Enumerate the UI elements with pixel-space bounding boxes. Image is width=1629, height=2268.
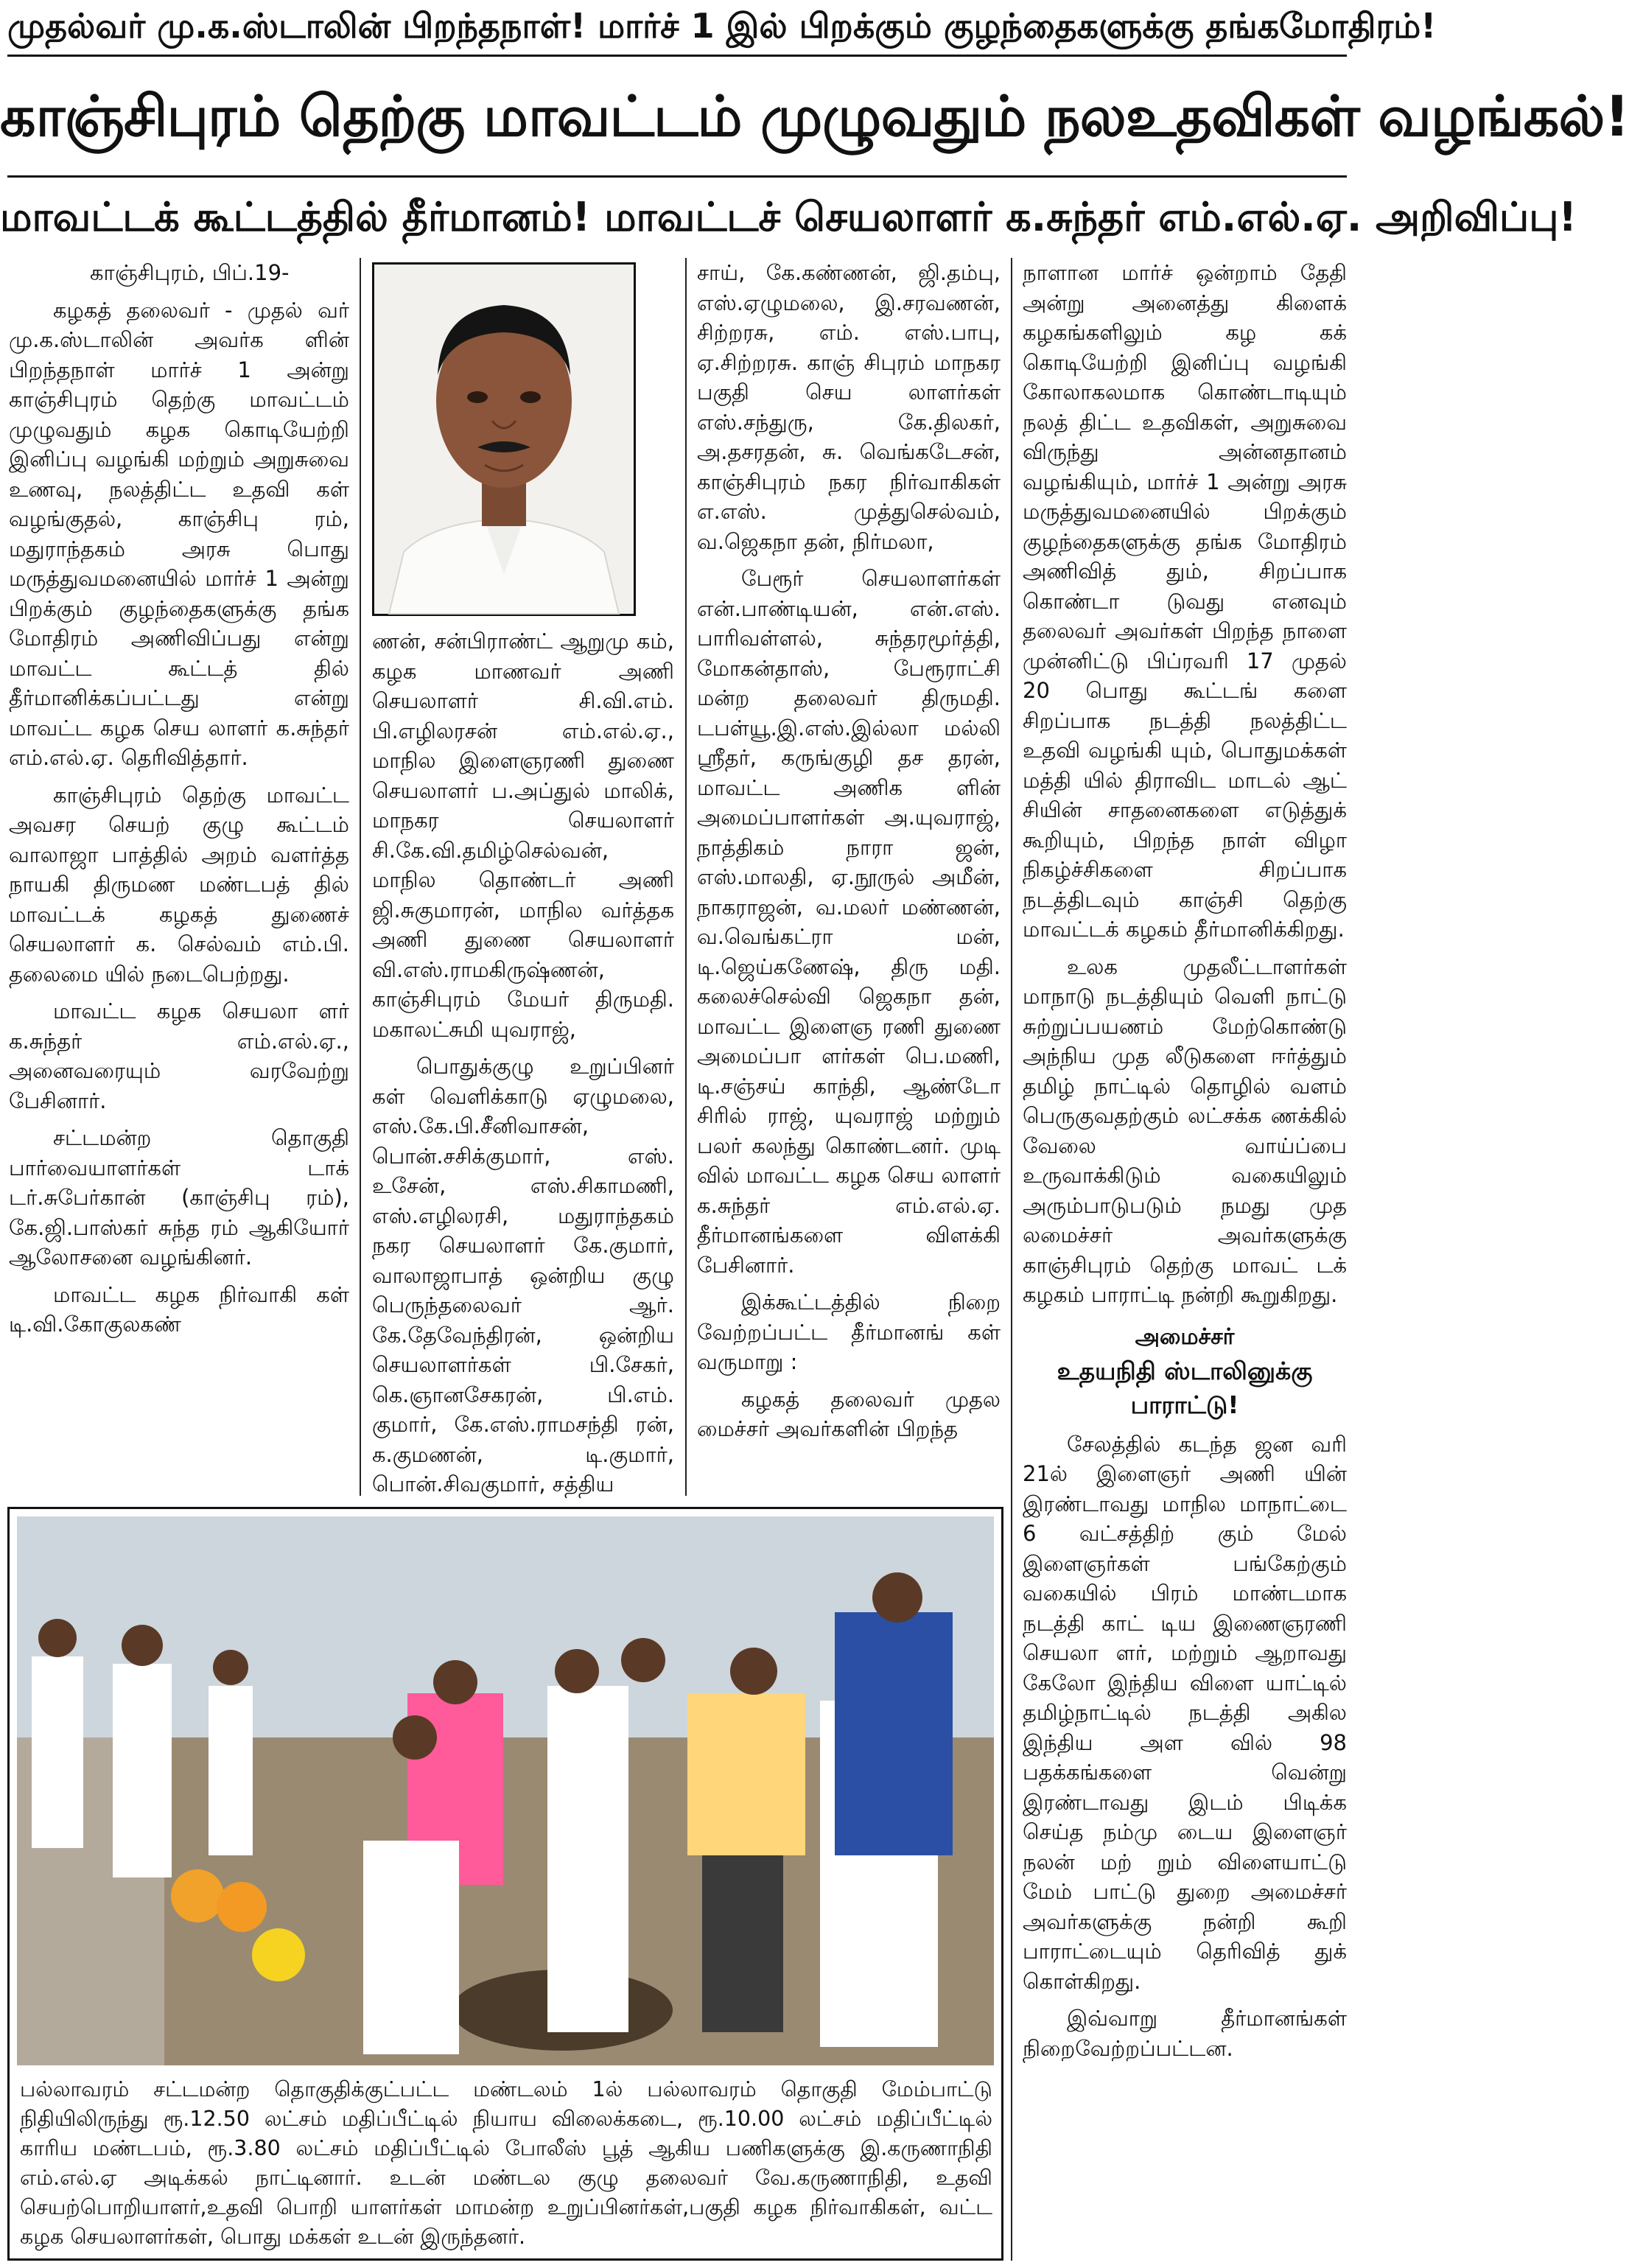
portrait-photo	[372, 262, 636, 616]
article-column-2	[372, 626, 674, 1496]
paragraph: மாவட்ட கழக செயலா ளர் க.சுந்தர் எம்.எல்.ஏ., அனைவரையும் வரவேற்று பேசினார்.	[9, 998, 349, 1113]
paragraph: சட்டமன்ற தொகுதி பார்வையாளர்கள் டாக் டர்.சுபேர்கான் (காஞ்சிபு ரம்), கே.ஜி.பாஸ்கர் சுந்த ரம் ஆகியோர் ஆலோசனை வழங்கினர்.	[9, 1125, 349, 1270]
sub-heading-udhayanidhi: உதயநிதி ஸ்டாலினுக்கு	[1057, 1356, 1313, 1385]
paragraph: காஞ்சிபுரம் தெற்கு மாவட்ட அவசர செயற் குழு கூட்டம் வாலாஜா பாத்தில் அறம் வளர்த்த நாயகி திருமண மண்டபத் தில் மாவட்டக் கழகத் துணைச் செயலாளர் க. செல்வம் எம்.பி. தலைமை யில் நடைபெற்றது.	[9, 782, 349, 987]
top-banner-rule	[7, 55, 1347, 57]
photo-caption: பல்லாவரம் சட்டமன்ற தொகுதிக்குட்பட்ட மண்டலம் 1ல் பல்லாவரம் தொகுதி மேம்பாட்டு நிதியிலிருந்து ரூ.12.50 லட்சம் மதிப்பீட்டில் நியாய விலைக்கடை, ரூ.10.00 லட்சம் மதிப்பீட்டில் காரிய மண்டபம், ரூ.3.80 லட்சம் மதிப்பீட்டில் போலீஸ் பூத் ஆகிய பணிகளுக்கு இ.கருணாநிதி எம்.எல்.ஏ அடிக்கல் நாட்டினார். உடன் மண்டல குழு தலைவர் வே.கருணாநிதி, உதவி செயற்பொறியாளர்,உதவி பொறி யாளர்கள் மாமன்ற உறுப்பினர்கள்,பகுதி கழக நிர்வாகிகள், வட்ட கழக செயலாளர்கள், பொது மக்கள் உடன் இருந்தனர்.	[20, 2077, 992, 2249]
column-rule-3	[1011, 258, 1012, 2261]
headline-rule	[7, 175, 1347, 178]
headline: காஞ்சிபுரம் தெற்கு மாவட்டம் முழுவதும் நலஉதவிகள் வழங்கல்!	[0, 83, 1629, 149]
paragraph: பொதுக்குழு உறுப்பினர் கள் வெளிக்காடு ஏழுமலை, எஸ்.கே.பி.சீனிவாசன், பொன்.சசிக்குமார், எஸ். உசேன், எஸ்.சிகாமணி, எஸ்.எழிலரசி, மதுராந்தகம் நகர செயலாளர் கே.குமார், வாலாஜாபாத் ஒன்றிய குழு பெருந்தலைவர் ஆர். கே.தேவேந்திரன், ஒன்றிய செயலாளர்கள் பி.சேகர், கெ.ஞானசேகரன், பி.எம். குமார், கே.எஸ்.ராமசந்தி ரன், க.குமணன், டி.குமார், பொன்.சிவகுமார், சத்திய	[372, 1054, 674, 1497]
top-banner: முதல்வர் மு.க.ஸ்டாலின் பிறந்தநாள்! மார்ச் 1 இல் பிறக்கும் குழந்தைகளுக்கு தங்கமோதிரம்!	[7, 6, 1437, 46]
paragraph: நாளான மார்ச் ஒன்றாம் தேதி அன்று அனைத்து கிளைக் கழகங்களிலும் கழ கக் கொடியேற்றி இனிப்பு வழங்கி கோலாகலமாக கொண்டாடியும் நலத் திட்ட உதவிகள், அறுசுவை விருந்து அன்னதானம் வழங்கியும், மார்ச் 1 அன்று அரசு மருத்துவமனையில் பிறக்கும் குழந்தைகளுக்கு தங்க மோதிரம் அணிவித் தும், சிறப்பாக கொண்டா டுவது எனவும் தலைவர் அவர்கள் பிறந்த நாளை முன்னிட்டு பிப்ரவரி 17 முதல் 20 பொது கூட்டங் களை சிறப்பாக நடத்தி நலத்திட்ட உதவி வழங்கி யும், பொதுமக்கள் மத்தி யில் திராவிட மாடல் ஆட் சியின் சாதனைகளை எடுத்துக் கூறியும், பிறந்த நாள் விழா நிகழ்ச்சிகளை சிறப்பாக நடத்திடவும் காஞ்சி தெற்கு மாவட்டக் கழகம் தீர்மானிக்கிறது.	[1023, 260, 1347, 942]
paragraph: பேரூர் செயலாளர்கள் என்.பாண்டியன், என்.எஸ். பாரிவள்ளல், சுந்தரமூர்த்தி, மோகன்தாஸ், பேரூராட்சி மன்ற தலைவர் திருமதி. டபள்யூ.இ.எஸ்.இல்லா மல்லி ஸ்ரீதர், கருங்குழி தச தரன், மாவட்ட அணிக ளின் அமைப்பாளர்கள் அ.யுவராஜ், நாத்திகம் நாரா ஜன், எஸ்.மாலதி, ஏ.நூருல் அமீன், நாகராஜன், வ.மலர் மண்ணன், வ.வெங்கட்ரா மன், டி.ஜெய்கணேஷ், திரு மதி. கலைச்செல்வி ஜெகநா தன், மாவட்ட இளைஞ ரணி துணை அமைப்பா ளர்கள் பெ.மணி, டி.சஞ்சய் காந்தி, ஆண்டோ சிரில் ராஜ், யுவராஜ் மற்றும் பலர் கலந்து கொண்டனர். முடி வில் மாவட்ட கழக செய லாளர் க.சுந்தர் எம்.எல்.ஏ. தீர்மானங்களை விளக்கி பேசினார்.	[697, 566, 1001, 1278]
dateline: காஞ்சிபுரம், பிப்.19-	[90, 260, 290, 285]
paragraph: இக்கூட்டத்தில் நிறை வேற்றப்பட்ட தீர்மானங் கள் வருமாறு :	[697, 1289, 1001, 1374]
paragraph: சாய், கே.கண்ணன், ஜி.தம்பு, எஸ்.ஏழுமலை, இ.சரவணன், சிற்றரசு, எம். எஸ்.பாபு, ஏ.சிற்றரசு. காஞ் சிபுரம் மாநகர பகுதி செய லாளர்கள் எஸ்.சந்துரு, கே.திலகர், அ.தசரதன், சு. வெங்கடேசன், காஞ்சிபுரம் நகர நிர்வாகிகள் எ.எஸ். முத்துசெல்வம், வ.ஜெகநா தன், நிர்மலா,	[697, 260, 1001, 554]
column-rule-2	[685, 258, 687, 1496]
subheadline: மாவட்டக் கூட்டத்தில் தீர்மானம்! மாவட்டச் செயலாளர் க.சுந்தர் எம்.எல்.ஏ. அறிவிப்பு!	[0, 194, 1577, 240]
paragraph: சேலத்தில் கடந்த ஜன வரி 21ல் இளைஞர் அணி யின் இரண்டாவது மாநில மாநாட்டை 6 வட்சத்திற் கும் மேல் இளைஞர்கள் பங்கேற்கும் வகையில் பிரம் மாண்டமாக நடத்தி காட் டிய இணைஞரணி செயலா ளர், மற்றும் ஆறாவது கேலோ இந்திய விளை யாட்டில் தமிழ்நாட்டில் நடத்தி அகில இந்திய அள வில் 98 பதக்கங்களை வென்று இரண்டாவது இடம் பிடிக்க செய்த நம்மு டைய இளைஞர் நலன் மற் றும் விளையாட்டு மேம் பாட்டு துறை அமைச்சர் அவர்களுக்கு நன்றி கூறி பாராட்டையும் தெரிவித் துக் கொள்கிறது.	[1023, 1431, 1347, 1994]
portrait-illustration	[374, 265, 634, 614]
event-photo	[17, 1516, 994, 2065]
event-photo-illustration	[17, 1516, 994, 2065]
paragraph: மாவட்ட கழக நிர்வாகி கள் டி.வி.கோகுலகண்	[9, 1281, 349, 1337]
column-rule-1	[360, 258, 361, 1496]
event-photo-box	[7, 1507, 1003, 2261]
article-column-1	[9, 258, 349, 1496]
paragraph: ணன், சன்பிராண்ட் ஆறுமு கம், கழக மாணவர் அணி செயலாளர் சி.வி.எம். பி.எழிலரசன் எம்.எல்.ஏ., மாநில இளைஞரணி துணை செயலாளர் ப.அப்துல் மாலிக், மாநகர செயலாளர் சி.கே.வி.தமிழ்செல்வன், மாநில தொண்டர் அணி ஜி.சுகுமாரன், மாநில வர்த்தக அணி துணை செயலாளர் வி.எஸ்.ராமகிருஷ்ணன், காஞ்சிபுரம் மேயர் திருமதி. மகாலட்சுமி யுவராஜ்,	[372, 629, 674, 1042]
paragraph: உலக முதலீட்டாளர்கள் மாநாடு நடத்தியும் வெளி நாட்டு சுற்றுப்பயணம் மேற்கொண்டு அந்நிய முத லீடுகளை ஈர்த்தும் தமிழ் நாட்டில் தொழில் வளம் பெருகுவதற்கும் லட்சக்க ணக்கில் வேலை வாய்ப்பை உருவாக்கிடும் வகையிலும் அரும்பாடுபடும் நமது முத லமைச்சர் அவர்களுக்கு காஞ்சிபுரம் தெற்கு மாவட் டக் கழகம் பாராட்டி நன்றி கூறுகிறது.	[1023, 953, 1347, 1307]
paragraph: கழகத் தலைவர் முதல மைச்சர் அவர்களின் பிறந்த	[697, 1386, 1001, 1441]
sub-heading-minister: அமைச்சர்	[1135, 1323, 1235, 1350]
article-column-4	[1023, 258, 1347, 2261]
article-column-3	[697, 258, 1001, 1496]
paragraph: கழகத் தலைவர் - முதல் வர் மு.க.ஸ்டாலின் அவர்க ளின் பிறந்தநாள் மார்ச் 1 அன்று காஞ்சிபுரம் தெற்கு மாவட்டம் முழுவதும் கழக கொடியேற்றி இனிப்பு வழங்கி மற்றும் அறுசுவை உணவு, நலத்திட்ட உதவி கள் வழங்குதல், காஞ்சிபு ரம், மதுராந்தகம் அரசு பொது மருத்துவமனையில் மார்ச் 1 அன்று பிறக்கும் குழந்தைகளுக்கு தங்க மோதிரம் அணிவிப்பது என்று மாவட்ட கூட்டத் தில் தீர்மானிக்கப்பட்டது என்று மாவட்ட கழக செய லாளர் க.சுந்தர் எம்.எல்.ஏ. தெரிவித்தார்.	[9, 297, 349, 770]
paragraph: இவ்வாறு தீர்மானங்கள் நிறைவேற்றப்பட்டன.	[1023, 2006, 1347, 2061]
sub-heading-praise: பாராட்டு!	[1130, 1390, 1239, 1419]
